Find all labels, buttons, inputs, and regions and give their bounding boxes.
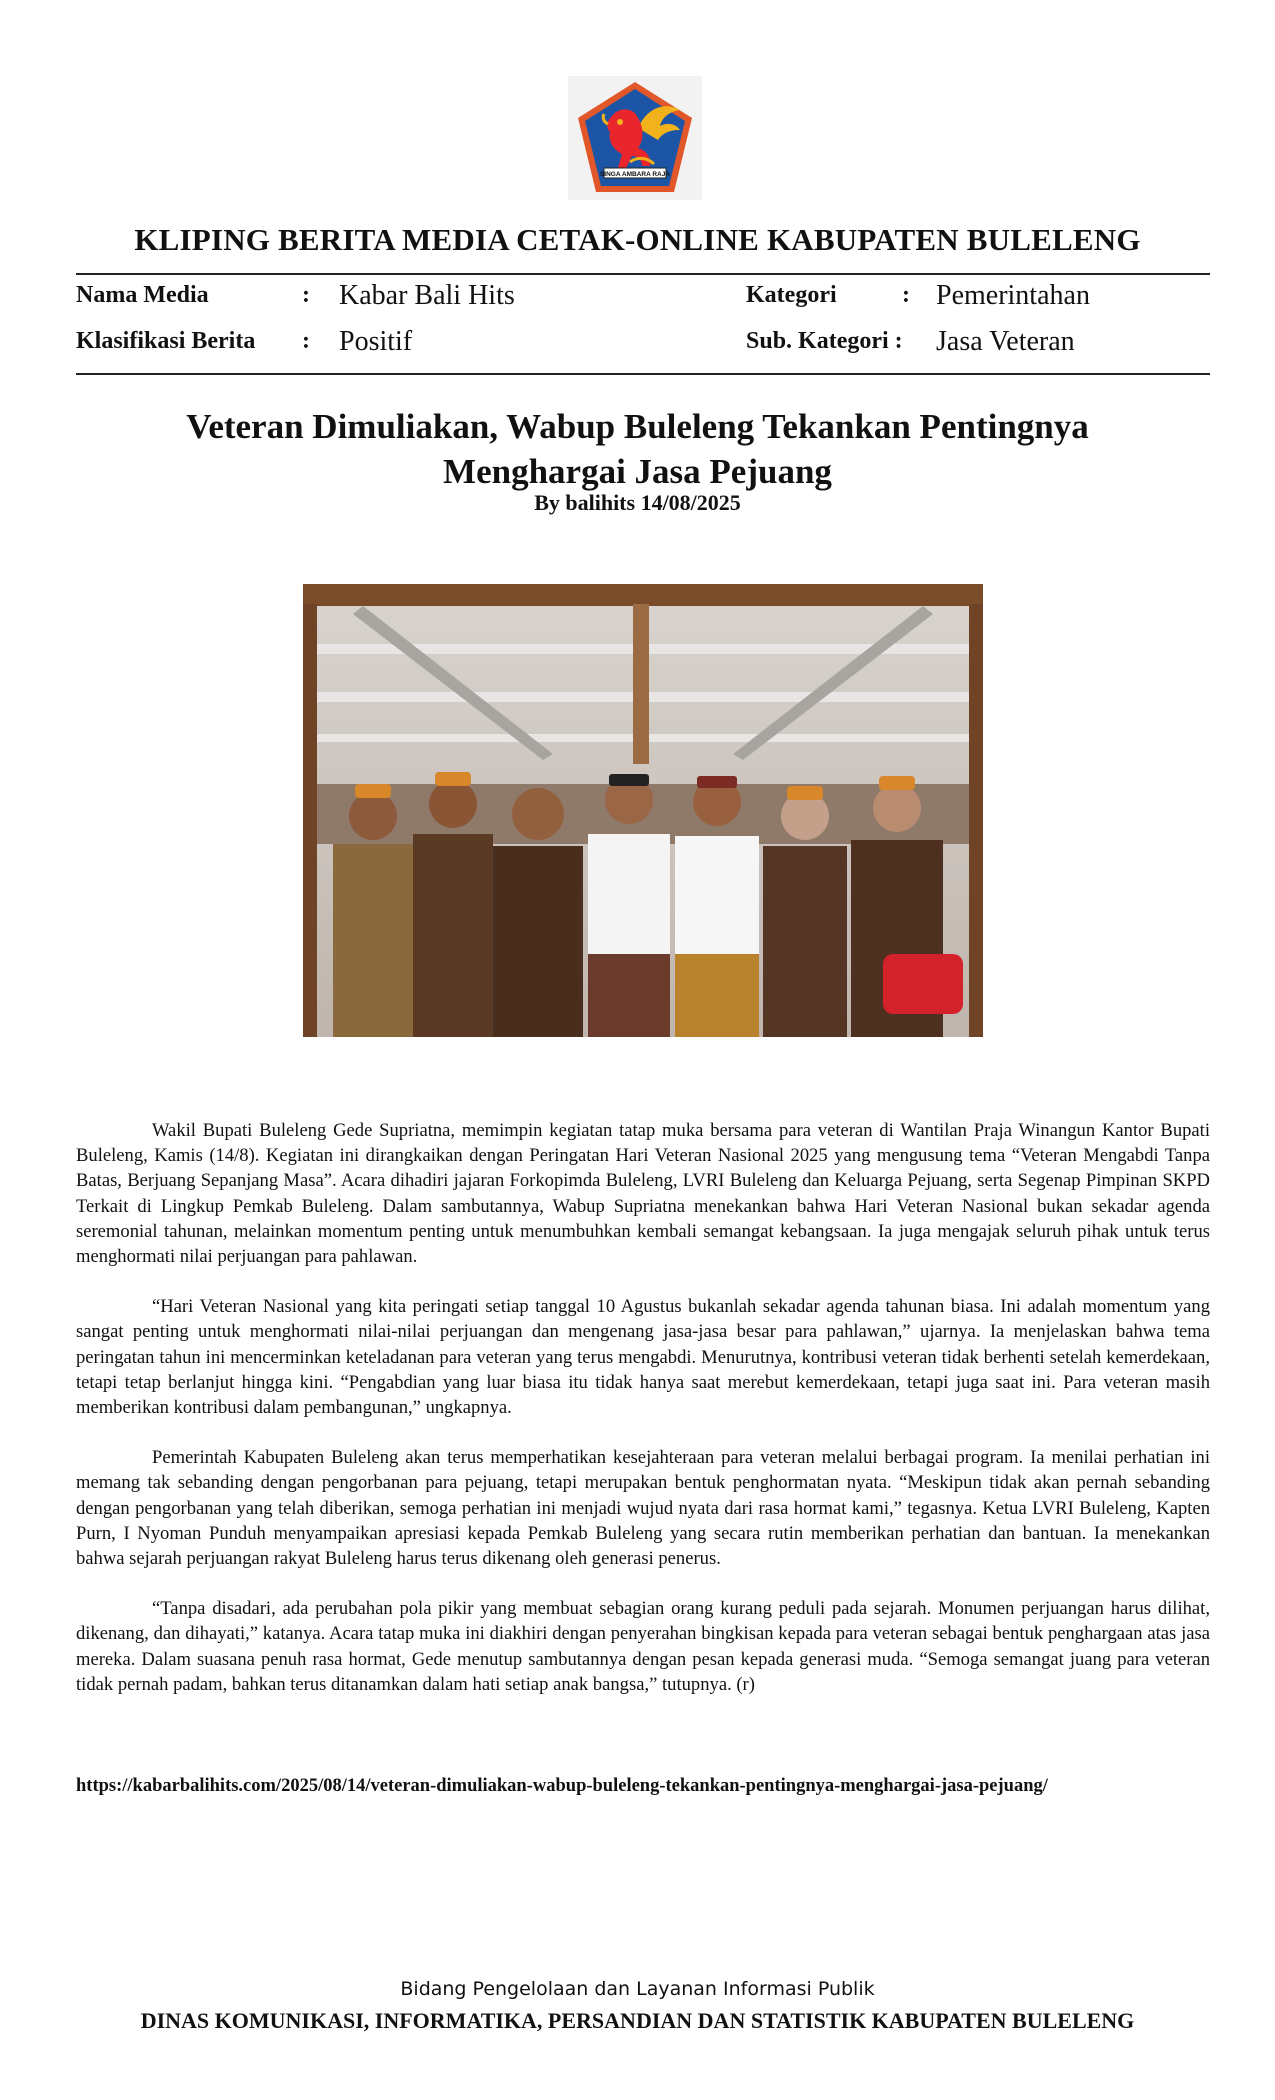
header-rule-bottom — [76, 373, 1210, 375]
nama-media-label: Nama Media — [76, 282, 209, 308]
article-title-line-1: Veteran Dimuliakan, Wabup Buleleng Tekankan Pentingnya — [186, 407, 1089, 446]
klasifikasi-label: Klasifikasi Berita — [76, 328, 256, 354]
article-paragraph: “Hari Veteran Nasional yang kita peringati setiap tanggal 10 Agustus bukanlah sekadar agenda tahunan biasa. Ini adalah momentum yang sangat penting untuk menghormati nilai-nilai perjuangan dan mengenang jasa-jasa besar para pahlawan,” ujarnya. Ia menjelaskan bahwa tema peringatan tahun ini mencerminkan keteladanan para veteran yang terus mengabdi. Menurutnya, kontribusi veteran tidak berhenti setelah kemerdekaan, tetapi tetap berlanjut hingga kini. “Pengabdian yang luar biasa itu tidak hanya saat merebut kemerdekaan, tetapi juga saat ini. Para veteran masih memberikan kontribusi dalam pembangunan,” ungkapnya. — [76, 1296, 1210, 1419]
kategori-label: Kategori — [746, 282, 837, 308]
article-paragraph: Wakil Bupati Buleleng Gede Supriatna, memimpin kegiatan tatap muka bersama para veteran di Wantilan Praja Winangun Kantor Bupati Buleleng, Kamis (14/8). Kegiatan ini dirangkaikan dengan Peringatan Hari Veteran Nasional 2025 yang mengusung tema “Veteran Mengabdi Tanpa Batas, Berjuang Sepanjang Masa”. Acara dihadiri jajaran Forkopimda Buleleng, LVRI Buleleng dan Keluarga Pejuang, serta Segenap Pimpinan SKPD Terkait di Lingkup Pemkab Buleleng. Dalam sambutannya, Wabup Supriatna menekankan bahwa Hari Veteran Nasional bukan sekadar agenda seremonial tahunan, melainkan momentum penting untuk menumbuhkan kembali semangat kebangsaan. Ia juga mengajak seluruh pihak untuk terus menghormati nilai perjuangan para pahlawan. — [76, 1120, 1210, 1268]
footer-agency: DINAS KOMUNIKASI, INFORMATIKA, PERSANDIAN DAN STATISTIK KABUPATEN BULELENG — [140, 2008, 1135, 2033]
article-byline: By balihits 14/08/2025 — [534, 490, 741, 515]
regency-logo — [568, 76, 702, 200]
footer-department: Bidang Pengelolaan dan Layanan Informasi Publik — [400, 1978, 875, 2000]
article-body — [76, 1118, 1210, 1722]
klasifikasi-value: Positif — [339, 326, 413, 357]
logo-motto-text: SINGA AMBARA RAJA — [599, 171, 671, 178]
veterans-group-photo-icon — [303, 584, 983, 1037]
source-url-link[interactable]: https://kabarbalihits.com/2025/08/14/veteran-dimuliakan-wabup-buleleng-tekankan-pentingnya-menghargai-jasa-pejuang/ — [76, 1776, 1048, 1796]
winged-lion-emblem-icon — [568, 76, 702, 200]
klasifikasi-colon: : — [302, 328, 310, 354]
article-paragraph: “Tanpa disadari, ada perubahan pola pikir yang membuat sebagian orang kurang peduli pada sejarah. Monumen perjuangan harus dilihat, dikenang, dan dihayati,” katanya. Acara tatap muka ini diakhiri dengan penyerahan bingkisan kepada para veteran sebagai bentuk penghargaan atas jasa mereka. Dalam suasana penuh rasa hormat, Gede menutup sambutannya dengan pesan kepada generasi muda. “Semoga semangat juang para veteran tidak pernah padam, bahkan terus ditanamkan dalam hati setiap anak bangsa,” tutupnya. (r) — [76, 1598, 1210, 1695]
page-title: KLIPING BERITA MEDIA CETAK-ONLINE KABUPATEN BULELENG — [134, 222, 1141, 257]
article-title-line-2: Menghargai Jasa Pejuang — [443, 452, 832, 491]
sub-kategori-value: Jasa Veteran — [936, 326, 1075, 357]
article-paragraph: Pemerintah Kabupaten Buleleng akan terus memperhatikan kesejahteraan para veteran melalui berbagai program. Ia menilai perhatian ini memang tak sebanding dengan pengorbanan para pejuang, tetapi merupakan bentuk penghormatan nyata. “Meskipun tidak akan pernah sebanding dengan pengorbanan yang telah diberikan, semoga perhatian ini menjadi wujud nyata dari rasa hormat kami,” tegasnya. Ketua LVRI Buleleng, Kapten Purn, I Nyoman Punduh menyampaikan apresiasi kepada Pemkab Buleleng yang secara rutin memberikan perhatian dan bantuan. Ia menekankan bahwa sejarah perjuangan rakyat Buleleng harus terus dikenang oleh generasi penerus. — [76, 1447, 1210, 1570]
article-title — [100, 404, 1175, 494]
kategori-value: Pemerintahan — [936, 280, 1090, 311]
header-rule-top — [76, 273, 1210, 275]
sub-kategori-label: Sub. Kategori : — [746, 328, 903, 354]
article-photo — [303, 584, 983, 1037]
nama-media-colon: : — [302, 282, 310, 308]
nama-media-value: Kabar Bali Hits — [339, 280, 515, 311]
kategori-colon: : — [902, 282, 910, 308]
